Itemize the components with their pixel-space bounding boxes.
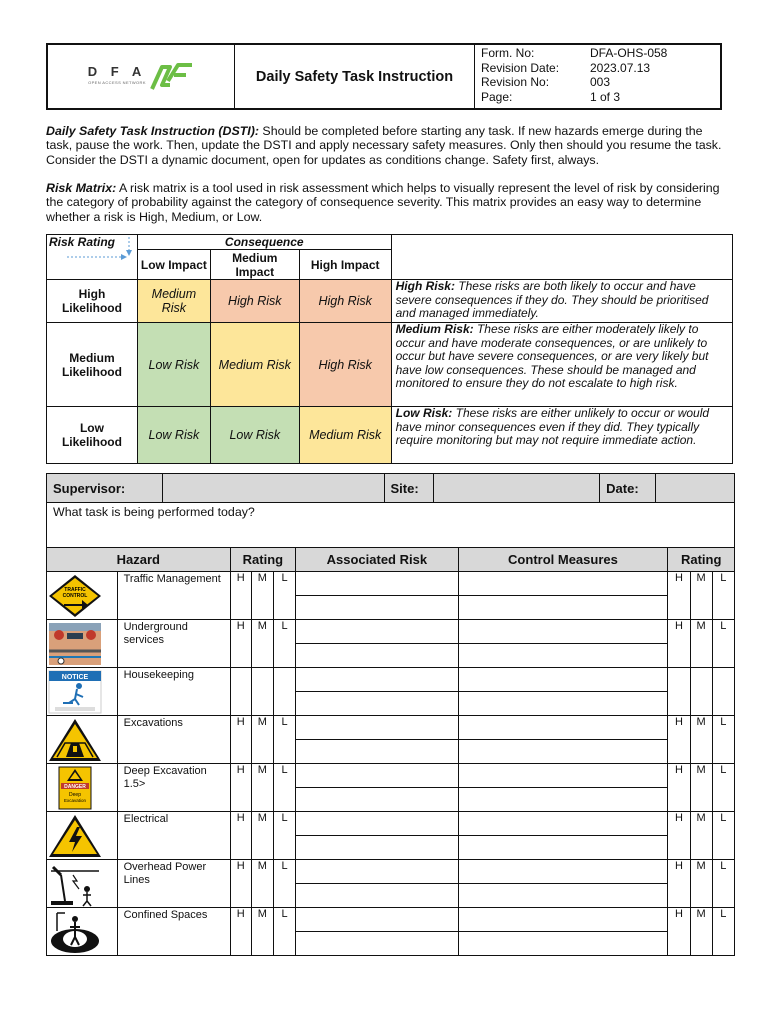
hazard-name: Overhead Power Lines	[117, 860, 230, 908]
document-header	[46, 43, 722, 110]
rating-m-checkbox[interactable]	[251, 668, 273, 716]
control-measures-field[interactable]	[458, 788, 668, 812]
logo-mark-icon	[148, 61, 194, 93]
associated-risk-field[interactable]	[296, 692, 458, 716]
rating-l-checkbox[interactable]: L	[273, 764, 295, 812]
residual-rating-m-checkbox[interactable]: M	[690, 908, 712, 956]
hazard-row	[47, 620, 735, 644]
date-field[interactable]	[656, 474, 735, 503]
control-measures-field[interactable]	[458, 908, 668, 932]
hazard-row	[47, 716, 735, 740]
associated-risk-field[interactable]	[296, 908, 458, 932]
residual-rating-l-checkbox[interactable]	[712, 668, 734, 716]
meta-row	[481, 61, 714, 76]
rating-m-checkbox[interactable]: M	[251, 860, 273, 908]
associated-risk-field[interactable]	[296, 812, 458, 836]
rating-m-checkbox[interactable]: M	[251, 716, 273, 764]
associated-risk-field[interactable]	[296, 620, 458, 644]
document-title: Daily Safety Task Instruction	[235, 45, 475, 108]
associated-risk-field[interactable]	[296, 884, 458, 908]
hazard-table	[46, 547, 735, 956]
hazard-name: Confined Spaces	[117, 908, 230, 956]
underground-services-icon	[47, 620, 118, 668]
residual-rating-h-checkbox[interactable]: H	[668, 716, 690, 764]
residual-rating-h-checkbox[interactable]: H	[668, 764, 690, 812]
associated-risk-field[interactable]	[296, 788, 458, 812]
control-measures-field[interactable]	[458, 692, 668, 716]
low-risk-description: Low Risk: These risks are either unlikely to occur or would have minor consequences even if they did. They typically require monitoring but may not require immediate action.	[391, 407, 732, 464]
risk-matrix-text: A risk matrix is a tool used in risk assessment which helps to visually represent the level of risk by considering the category of probability against the category of consequence severity. This matrix provides an easy way to determine whether a risk is High, Medium, or Low.	[46, 181, 720, 224]
electrical-hazard-icon	[47, 812, 118, 860]
svg-text:TRAFFIC: TRAFFIC	[64, 586, 86, 593]
medium-risk-description: Medium Risk: These risks are either moderately likely to occur and have moderate consequences, or are unlikely to occur but have severe consequences, or are very likely but have low consequences. These should be managed and monitored to ensure they do not escalate to high risk.	[391, 323, 732, 407]
task-description-field[interactable]	[47, 503, 735, 549]
control-measures-field[interactable]	[458, 596, 668, 620]
rating-l-checkbox[interactable]: L	[273, 620, 295, 668]
hazard-row	[47, 812, 735, 836]
control-measures-field[interactable]	[458, 572, 668, 596]
col-medium-impact: Medium Impact	[210, 250, 299, 280]
residual-rating-h-checkbox[interactable]	[668, 668, 690, 716]
residual-rating-l-checkbox[interactable]: L	[712, 812, 734, 860]
residual-rating-m-checkbox[interactable]: M	[690, 716, 712, 764]
residual-rating-m-checkbox[interactable]: M	[690, 812, 712, 860]
risk-matrix-label: Risk Matrix:	[46, 181, 117, 195]
control-measures-field[interactable]	[458, 740, 668, 764]
axis-arrows-icon	[47, 235, 137, 265]
meta-key: Revision Date:	[481, 60, 560, 75]
row-low-likelihood: Low Likelihood	[47, 407, 138, 464]
rating-h-checkbox[interactable]: H	[230, 716, 251, 764]
rating-m-checkbox[interactable]: M	[251, 572, 273, 620]
hazard-name: Traffic Management	[117, 572, 230, 620]
overhead-power-lines-icon	[47, 860, 118, 908]
residual-rating-h-checkbox[interactable]: H	[668, 908, 690, 956]
hazard-row	[47, 860, 735, 884]
control-measures-field[interactable]	[458, 716, 668, 740]
control-measures-field[interactable]	[458, 884, 668, 908]
form-meta	[475, 45, 720, 108]
site-field[interactable]	[434, 474, 600, 503]
col-high-impact: High Impact	[299, 250, 391, 280]
meta-row	[481, 75, 714, 90]
rating-l-checkbox[interactable]: L	[273, 812, 295, 860]
residual-rating-l-checkbox[interactable]: L	[712, 908, 734, 956]
svg-text:Deep: Deep	[69, 791, 81, 798]
control-measures-field[interactable]	[458, 836, 668, 860]
residual-rating-l-checkbox[interactable]: L	[712, 572, 734, 620]
meta-value: DFA-OHS-058	[590, 46, 668, 60]
rating-l-checkbox[interactable]: L	[273, 716, 295, 764]
rating-m-checkbox[interactable]: M	[251, 812, 273, 860]
residual-rating-m-checkbox[interactable]	[690, 668, 712, 716]
logo-letters: D F A OPEN ACCESS NETWORK	[88, 66, 146, 88]
rating-h-checkbox[interactable]: H	[230, 572, 251, 620]
rating-h-checkbox[interactable]	[230, 668, 251, 716]
rating-l-checkbox[interactable]: L	[273, 860, 295, 908]
row-high-likelihood: High Likelihood	[47, 280, 138, 323]
residual-rating-column-header: Rating	[668, 548, 735, 572]
notice-housekeeping-icon	[47, 668, 118, 716]
control-measures-field[interactable]	[458, 668, 668, 692]
svg-text:Excavation: Excavation	[63, 797, 87, 803]
associated-risk-field[interactable]	[296, 644, 458, 668]
svg-text:CONTROL: CONTROL	[62, 592, 88, 599]
dsti-label: Daily Safety Task Instruction (DSTI):	[46, 124, 259, 138]
associated-risk-column-header: Associated Risk	[296, 548, 458, 572]
associated-risk-field[interactable]	[296, 740, 458, 764]
risk-cell: Low Risk	[210, 407, 299, 464]
supervisor-table	[46, 473, 735, 549]
residual-rating-l-checkbox[interactable]: L	[712, 764, 734, 812]
svg-text:DANGER: DANGER	[64, 783, 86, 790]
hazard-name: Excavations	[117, 716, 230, 764]
hazard-name: Underground services	[117, 620, 230, 668]
svg-text:NOTICE: NOTICE	[61, 673, 89, 681]
risk-cell: Low Risk	[137, 323, 210, 407]
meta-key: Revision No:	[481, 75, 550, 90]
control-measures-field[interactable]	[458, 644, 668, 668]
associated-risk-field[interactable]	[296, 836, 458, 860]
row-medium-likelihood: Medium Likelihood	[47, 323, 138, 407]
description-header-blank	[391, 235, 732, 280]
excavation-warning-icon	[47, 716, 118, 764]
rating-m-checkbox[interactable]: M	[251, 620, 273, 668]
associated-risk-field[interactable]	[296, 860, 458, 884]
hazard-row	[47, 908, 735, 932]
residual-rating-l-checkbox[interactable]: L	[712, 620, 734, 668]
dsti-paragraph	[46, 124, 722, 167]
associated-risk-field[interactable]	[296, 932, 458, 956]
hazard-row	[47, 668, 735, 692]
control-measures-field[interactable]	[458, 812, 668, 836]
residual-rating-h-checkbox[interactable]: H	[668, 620, 690, 668]
risk-cell: Low Risk	[137, 407, 210, 464]
risk-matrix-paragraph	[46, 181, 722, 224]
associated-risk-field[interactable]	[296, 716, 458, 740]
rating-l-checkbox[interactable]	[273, 668, 295, 716]
rating-h-checkbox[interactable]: H	[230, 908, 251, 956]
associated-risk-field[interactable]	[296, 668, 458, 692]
rating-m-checkbox[interactable]: M	[251, 908, 273, 956]
col-low-impact: Low Impact	[137, 250, 210, 280]
associated-risk-field[interactable]	[296, 572, 458, 596]
risk-cell: Medium Risk	[137, 280, 210, 323]
confined-space-icon	[47, 908, 118, 956]
control-measures-field[interactable]	[458, 860, 668, 884]
control-measures-field[interactable]	[458, 932, 668, 956]
dsti-text: Should be completed before starting any task. If new hazards emerge during the task, pause the work. Then, update the DSTI and apply necessary safety measures. Only then should you resume the task. Consider the DSTI a dynamic document, open for updates as conditions change. Safety first, always.	[46, 124, 722, 167]
rating-column-header: Rating	[230, 548, 296, 572]
risk-cell: Medium Risk	[210, 323, 299, 407]
rating-h-checkbox[interactable]: H	[230, 812, 251, 860]
residual-rating-h-checkbox[interactable]: H	[668, 812, 690, 860]
risk-cell: High Risk	[299, 280, 391, 323]
associated-risk-field[interactable]	[296, 764, 458, 788]
hazard-name: Housekeeping	[117, 668, 230, 716]
risk-rating-header: Risk Rating	[47, 235, 138, 280]
meta-value: 003	[590, 75, 611, 90]
traffic-control-sign-icon	[47, 572, 118, 620]
site-label: Site:	[384, 474, 434, 503]
rating-m-checkbox[interactable]: M	[251, 764, 273, 812]
control-measures-field[interactable]	[458, 620, 668, 644]
meta-value: 1 of 3	[590, 89, 621, 104]
residual-rating-m-checkbox[interactable]: M	[690, 620, 712, 668]
rating-h-checkbox[interactable]: H	[230, 620, 251, 668]
date-label: Date:	[600, 474, 656, 503]
residual-rating-h-checkbox[interactable]: H	[668, 572, 690, 620]
control-measures-column-header: Control Measures	[458, 548, 668, 572]
control-measures-field[interactable]	[458, 764, 668, 788]
supervisor-label: Supervisor:	[47, 474, 163, 503]
logo-subtitle: OPEN ACCESS NETWORK	[88, 79, 146, 85]
company-logo	[48, 45, 235, 108]
residual-rating-l-checkbox[interactable]: L	[712, 716, 734, 764]
supervisor-field[interactable]	[162, 474, 384, 503]
residual-rating-m-checkbox[interactable]: M	[690, 860, 712, 908]
hazard-row	[47, 764, 735, 788]
residual-rating-l-checkbox[interactable]: L	[712, 860, 734, 908]
residual-rating-h-checkbox[interactable]: H	[668, 860, 690, 908]
risk-cell: Medium Risk	[299, 407, 391, 464]
residual-rating-m-checkbox[interactable]: M	[690, 764, 712, 812]
danger-deep-excavation-icon	[47, 764, 118, 812]
associated-risk-field[interactable]	[296, 596, 458, 620]
hazard-column-header: Hazard	[47, 548, 231, 572]
meta-key: Page:	[481, 89, 513, 104]
meta-row	[481, 90, 714, 105]
rating-l-checkbox[interactable]: L	[273, 572, 295, 620]
hazard-row	[47, 572, 735, 596]
consequence-header: Consequence	[137, 235, 391, 250]
risk-matrix-table	[46, 234, 733, 464]
hazard-name: Deep Excavation 1.5>	[117, 764, 230, 812]
rating-h-checkbox[interactable]: H	[230, 764, 251, 812]
hazard-name: Electrical	[117, 812, 230, 860]
meta-row	[481, 46, 714, 61]
risk-cell: High Risk	[210, 280, 299, 323]
rating-l-checkbox[interactable]: L	[273, 908, 295, 956]
meta-key: Form. No:	[481, 46, 535, 60]
task-question: What task is being performed today?	[53, 505, 255, 519]
rating-h-checkbox[interactable]: H	[230, 860, 251, 908]
high-risk-description: High Risk: These risks are both likely to occur and have severe consequences if they do. They should be prioritised and managed immediately.	[391, 280, 732, 323]
residual-rating-m-checkbox[interactable]: M	[690, 572, 712, 620]
risk-cell: High Risk	[299, 323, 391, 407]
meta-value: 2023.07.13	[590, 60, 651, 75]
